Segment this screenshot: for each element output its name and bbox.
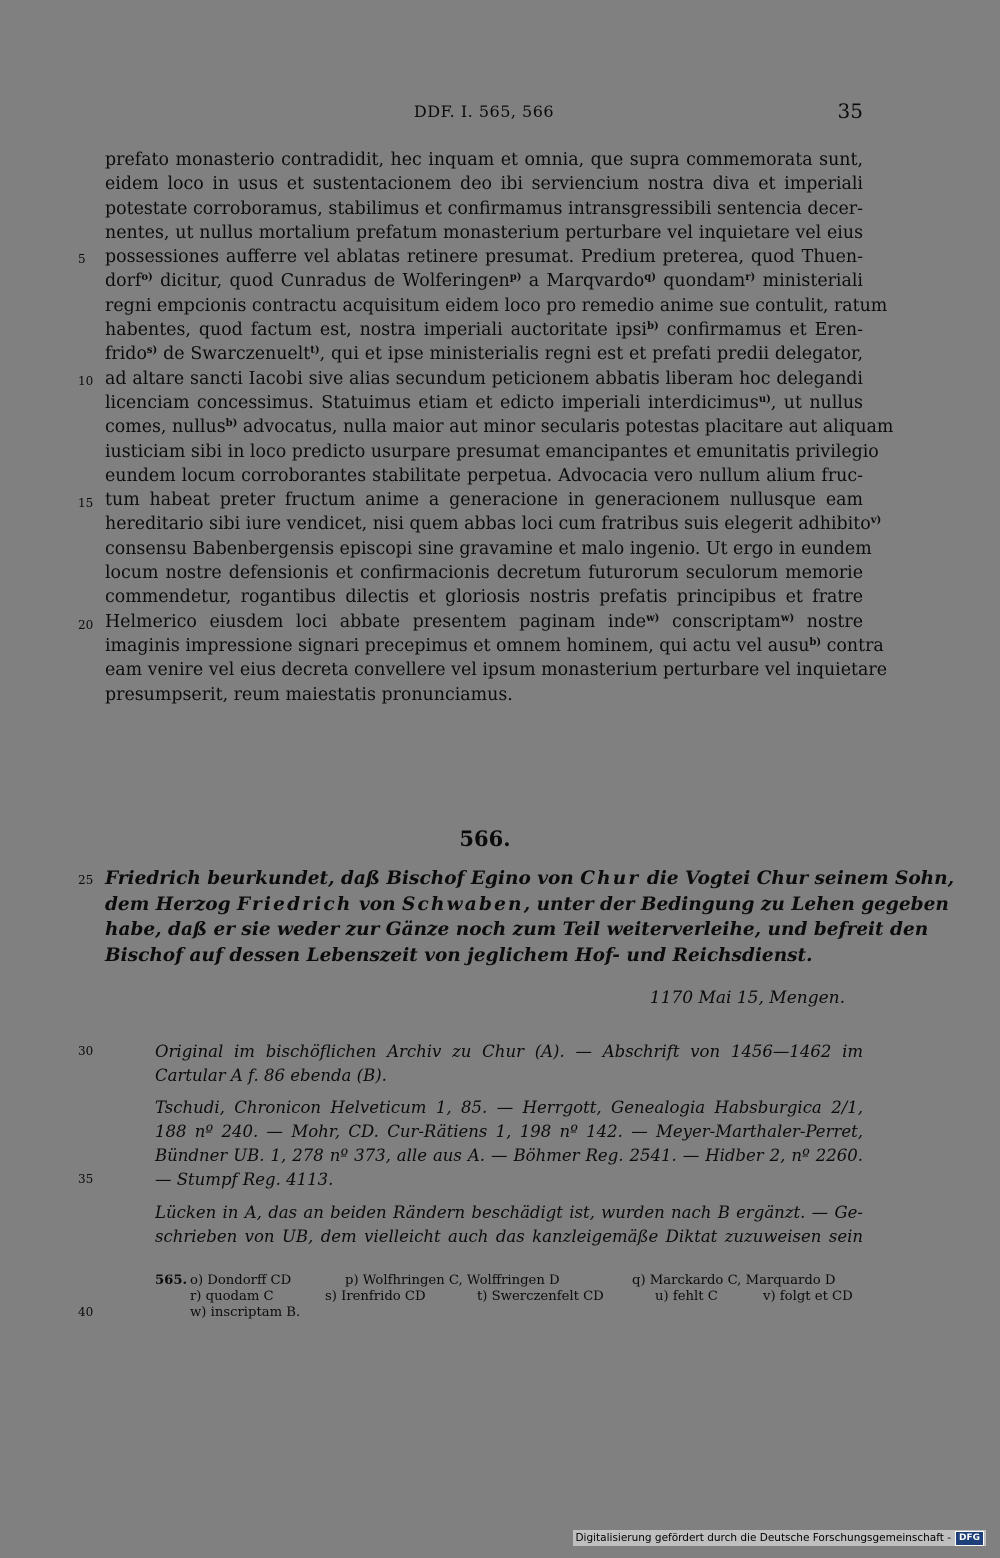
apparatus-line: Bündner UB. 1, 278 nº 373, alle aus A. — Böhmer Reg. 2541. — Hidber 2, nº 2260. [155, 1146, 863, 1165]
text-line: nentes, ut nullus mortalium prefatum monasterium perturbare vel inquietare vel eius [105, 222, 863, 243]
apparatus-line: 188 nº 240. — Mohr, CD. Cur-Rätiens 1, 198 nº 142. — Meyer-Marthaler-Perret, [155, 1122, 863, 1141]
apparatus-line: Original im bischöflichen Archiv zu Chur (A). — Abschrift von 1456—1462 im [155, 1042, 863, 1061]
running-header [105, 100, 863, 126]
regest-line: habe, daß er sie weder zur Gänze noch zum Teil weiterverleihe, und befreit den [105, 919, 929, 940]
line-number: 25 [78, 873, 94, 887]
document-565-text [105, 148, 894, 707]
credit-text: Digitalisierung gefördert durch die Deutsche Forschungsgemeinschaft - [575, 1532, 951, 1544]
apparatus-line: Lücken in A, das an beiden Rändern beschädigt ist, wurden nach B ergänzt. — Ge- [155, 1203, 863, 1222]
line-number: 30 [78, 1044, 94, 1058]
text-line [105, 391, 863, 415]
apparatus-line: Tschudi, Chronicon Helveticum 1, 85. — Herrgott, Genealogia Habsburgica 2/1, [155, 1098, 863, 1117]
text-line: eam venire vel eius decreta convellere vel ipsum monasterium perturbare vel inquietare [105, 660, 887, 681]
text-line: presumpserit, reum maiestatis pronunciamus. [105, 684, 513, 705]
text-segment: de Swarczenuelt [157, 344, 311, 365]
regest-line [105, 892, 949, 918]
text-segment: frido [105, 344, 147, 365]
line-number: 20 [78, 618, 94, 632]
text-segment: , qui et ipse ministerialis regni est et prefati predii delegator, [319, 344, 863, 365]
text-line [105, 318, 863, 342]
line-number: 35 [78, 1172, 94, 1186]
text-segment: advocatus, nulla maior aut minor secularis potestas placitare aut aliquam [237, 417, 894, 438]
footnote-mark: b) [225, 418, 238, 430]
text-line [105, 512, 882, 536]
text-segment: dem Herzog [105, 893, 237, 915]
text-segment: quondam [655, 271, 746, 292]
text-segment: von [352, 893, 402, 915]
regest-line [105, 866, 955, 892]
footnote-s: s) Irenfrido CD [325, 1289, 426, 1304]
text-line: potestate corroboramus, stabilimus et confirmamus intransgressibili sentencia decer- [105, 198, 863, 219]
text-segment: Friedrich beurkundet, daß Bischof Egino von [105, 868, 581, 889]
text-line [105, 634, 884, 658]
text-segment: habentes, quod factum est, nostra imperiali auctoritate ipsi [105, 320, 647, 341]
footnote-mark: w) [646, 612, 660, 624]
running-title: DDF. I. 565, 566 [413, 102, 555, 121]
text-segment: , ut nullus [770, 392, 863, 413]
text-segment: ministeriali [755, 271, 863, 292]
tradition-note [155, 1040, 863, 1088]
footnote-mark: v) [870, 515, 882, 527]
commentary-note [155, 1201, 863, 1249]
text-line: consensu Babenbergensis episcopi sine gravamine et malo ingenio. Ut ergo in eundem [105, 538, 872, 559]
text-line: commendetur, rogantibus dilectis et gloriosis nostris prefatis principibus et fratre [105, 587, 863, 608]
footnote-mark: r) [745, 272, 756, 284]
footnote-mark: b) [646, 321, 659, 333]
apparatus-line: Cartular A f. 86 ebenda (B). [155, 1066, 387, 1085]
text-line: eidem loco in usus et sustentacionem deo ibi serviencium nostra diva et imperiali [105, 174, 863, 195]
text-segment: licenciam concessimus. Statuimus etiam et edicto imperiali interdicimus [105, 392, 759, 413]
text-segment: conscriptam [659, 611, 781, 632]
regest [105, 866, 955, 968]
spaced-name: Schwaben [401, 893, 524, 915]
footnote-mark: o) [141, 272, 153, 284]
footnote-mark: s) [146, 345, 158, 357]
regest-line: Bischof auf dessen Lebenszeit von jeglichem Hof- und Reichsdienst. [105, 944, 813, 966]
text-segment: Helmerico eiusdem loci abbate presentem paginam inde [105, 611, 647, 632]
footnote-mark: w) [780, 612, 795, 624]
footnote-mark: t) [310, 345, 320, 357]
footnote-q: q) Marckardo C, Marquardo D [632, 1273, 836, 1288]
footnote-o: o) Dondorff CD [190, 1273, 292, 1288]
footnote-row [155, 1289, 863, 1305]
footnote-mark: b) [809, 636, 822, 648]
footnote-u: u) fehlt C [655, 1289, 718, 1304]
apparatus-line: schrieben von UB, dem vielleicht auch das kanzleigemäße Diktat zuzuweisen sein [155, 1227, 863, 1246]
line-number: 40 [78, 1305, 94, 1319]
text-segment: comes, nullus [105, 417, 226, 438]
footnote-v: v) folgt et CD [763, 1289, 853, 1304]
footnote-w: w) inscriptam B. [190, 1305, 301, 1320]
footnote-r: r) quodam C [190, 1289, 274, 1304]
text-segment: die Vogtei Chur seinem Sohn, [640, 868, 955, 889]
text-line: eundem locum corroborantes stabilitate perpetua. Advocacia vero nullum alium fruc- [105, 465, 863, 486]
text-line: possessiones aufferre vel ablatas retinere presumat. Predium preterea, quod Thuen- [105, 247, 863, 268]
text-line [105, 415, 894, 439]
text-segment: a Marqvardo [521, 271, 645, 292]
text-line: tum habeat preter fructum anime a generacione in generacionem nullusque eam [105, 490, 863, 511]
footnote-p: p) Wolfhringen C, Wolffringen D [345, 1273, 560, 1288]
date-place: 1170 Mai 15, Mengen. [649, 988, 845, 1008]
dfg-credit-bar [573, 1530, 986, 1546]
spaced-name: Friedrich [236, 893, 353, 915]
footnote-ref: 565. [155, 1273, 188, 1288]
footnote-mark: u) [758, 393, 771, 405]
text-line [105, 269, 863, 293]
text-segment: dorf [105, 271, 142, 292]
spaced-name: Chur [580, 868, 641, 889]
footnote-mark: q) [644, 272, 656, 284]
text-segment: dicitur, quod Cunradus de Wolferingen [152, 271, 510, 292]
text-segment: nostre [794, 611, 863, 632]
line-number: 15 [78, 496, 94, 510]
text-line: ad altare sancti Iacobi sive alias secundum peticionem abbatis liberam hoc delegandi [105, 368, 863, 389]
editions-note [155, 1096, 863, 1192]
footnotes [155, 1273, 863, 1321]
dfg-logo: DFG [955, 1531, 984, 1546]
line-number: 5 [78, 252, 86, 266]
text-line: locum nostre defensionis et confirmacionis decretum futurorum seculorum memorie [105, 563, 863, 584]
text-line [105, 342, 863, 366]
footnote-mark: p) [509, 272, 522, 284]
apparatus-line: — Stumpf Reg. 4113. [155, 1170, 334, 1189]
text-line: iusticiam sibi in loco predicto usurpare presumat emancipantes et emunitatis privilegio [105, 441, 879, 462]
text-segment: imaginis impressione signari precepimus et omnem hominem, qui actu vel ausu [105, 635, 810, 656]
footnote-row [155, 1273, 863, 1289]
text-segment: , unter der Bedingung zu Lehen gegeben [523, 893, 949, 915]
document-number: 566. [459, 826, 511, 851]
text-segment: hereditario sibi iure vendicet, nisi quem abbas loci cum fratribus suis elegerit adhibito [105, 514, 871, 535]
line-number: 10 [78, 374, 94, 388]
footnote-t: t) Swerczenfelt CD [477, 1289, 604, 1304]
text-segment: contra [821, 635, 884, 656]
text-line: regni empcionis contractu acquisitum eidem loco pro remedio anime sue contulit, ratum [105, 295, 888, 316]
text-segment: confirmamus et Eren- [658, 320, 863, 341]
page-number: 35 [837, 99, 863, 123]
text-line: prefato monasterio contradidit, hec inquam et omnia, que supra commemorata sunt, [105, 150, 863, 170]
text-line [105, 610, 863, 634]
footnote-row [155, 1305, 863, 1321]
